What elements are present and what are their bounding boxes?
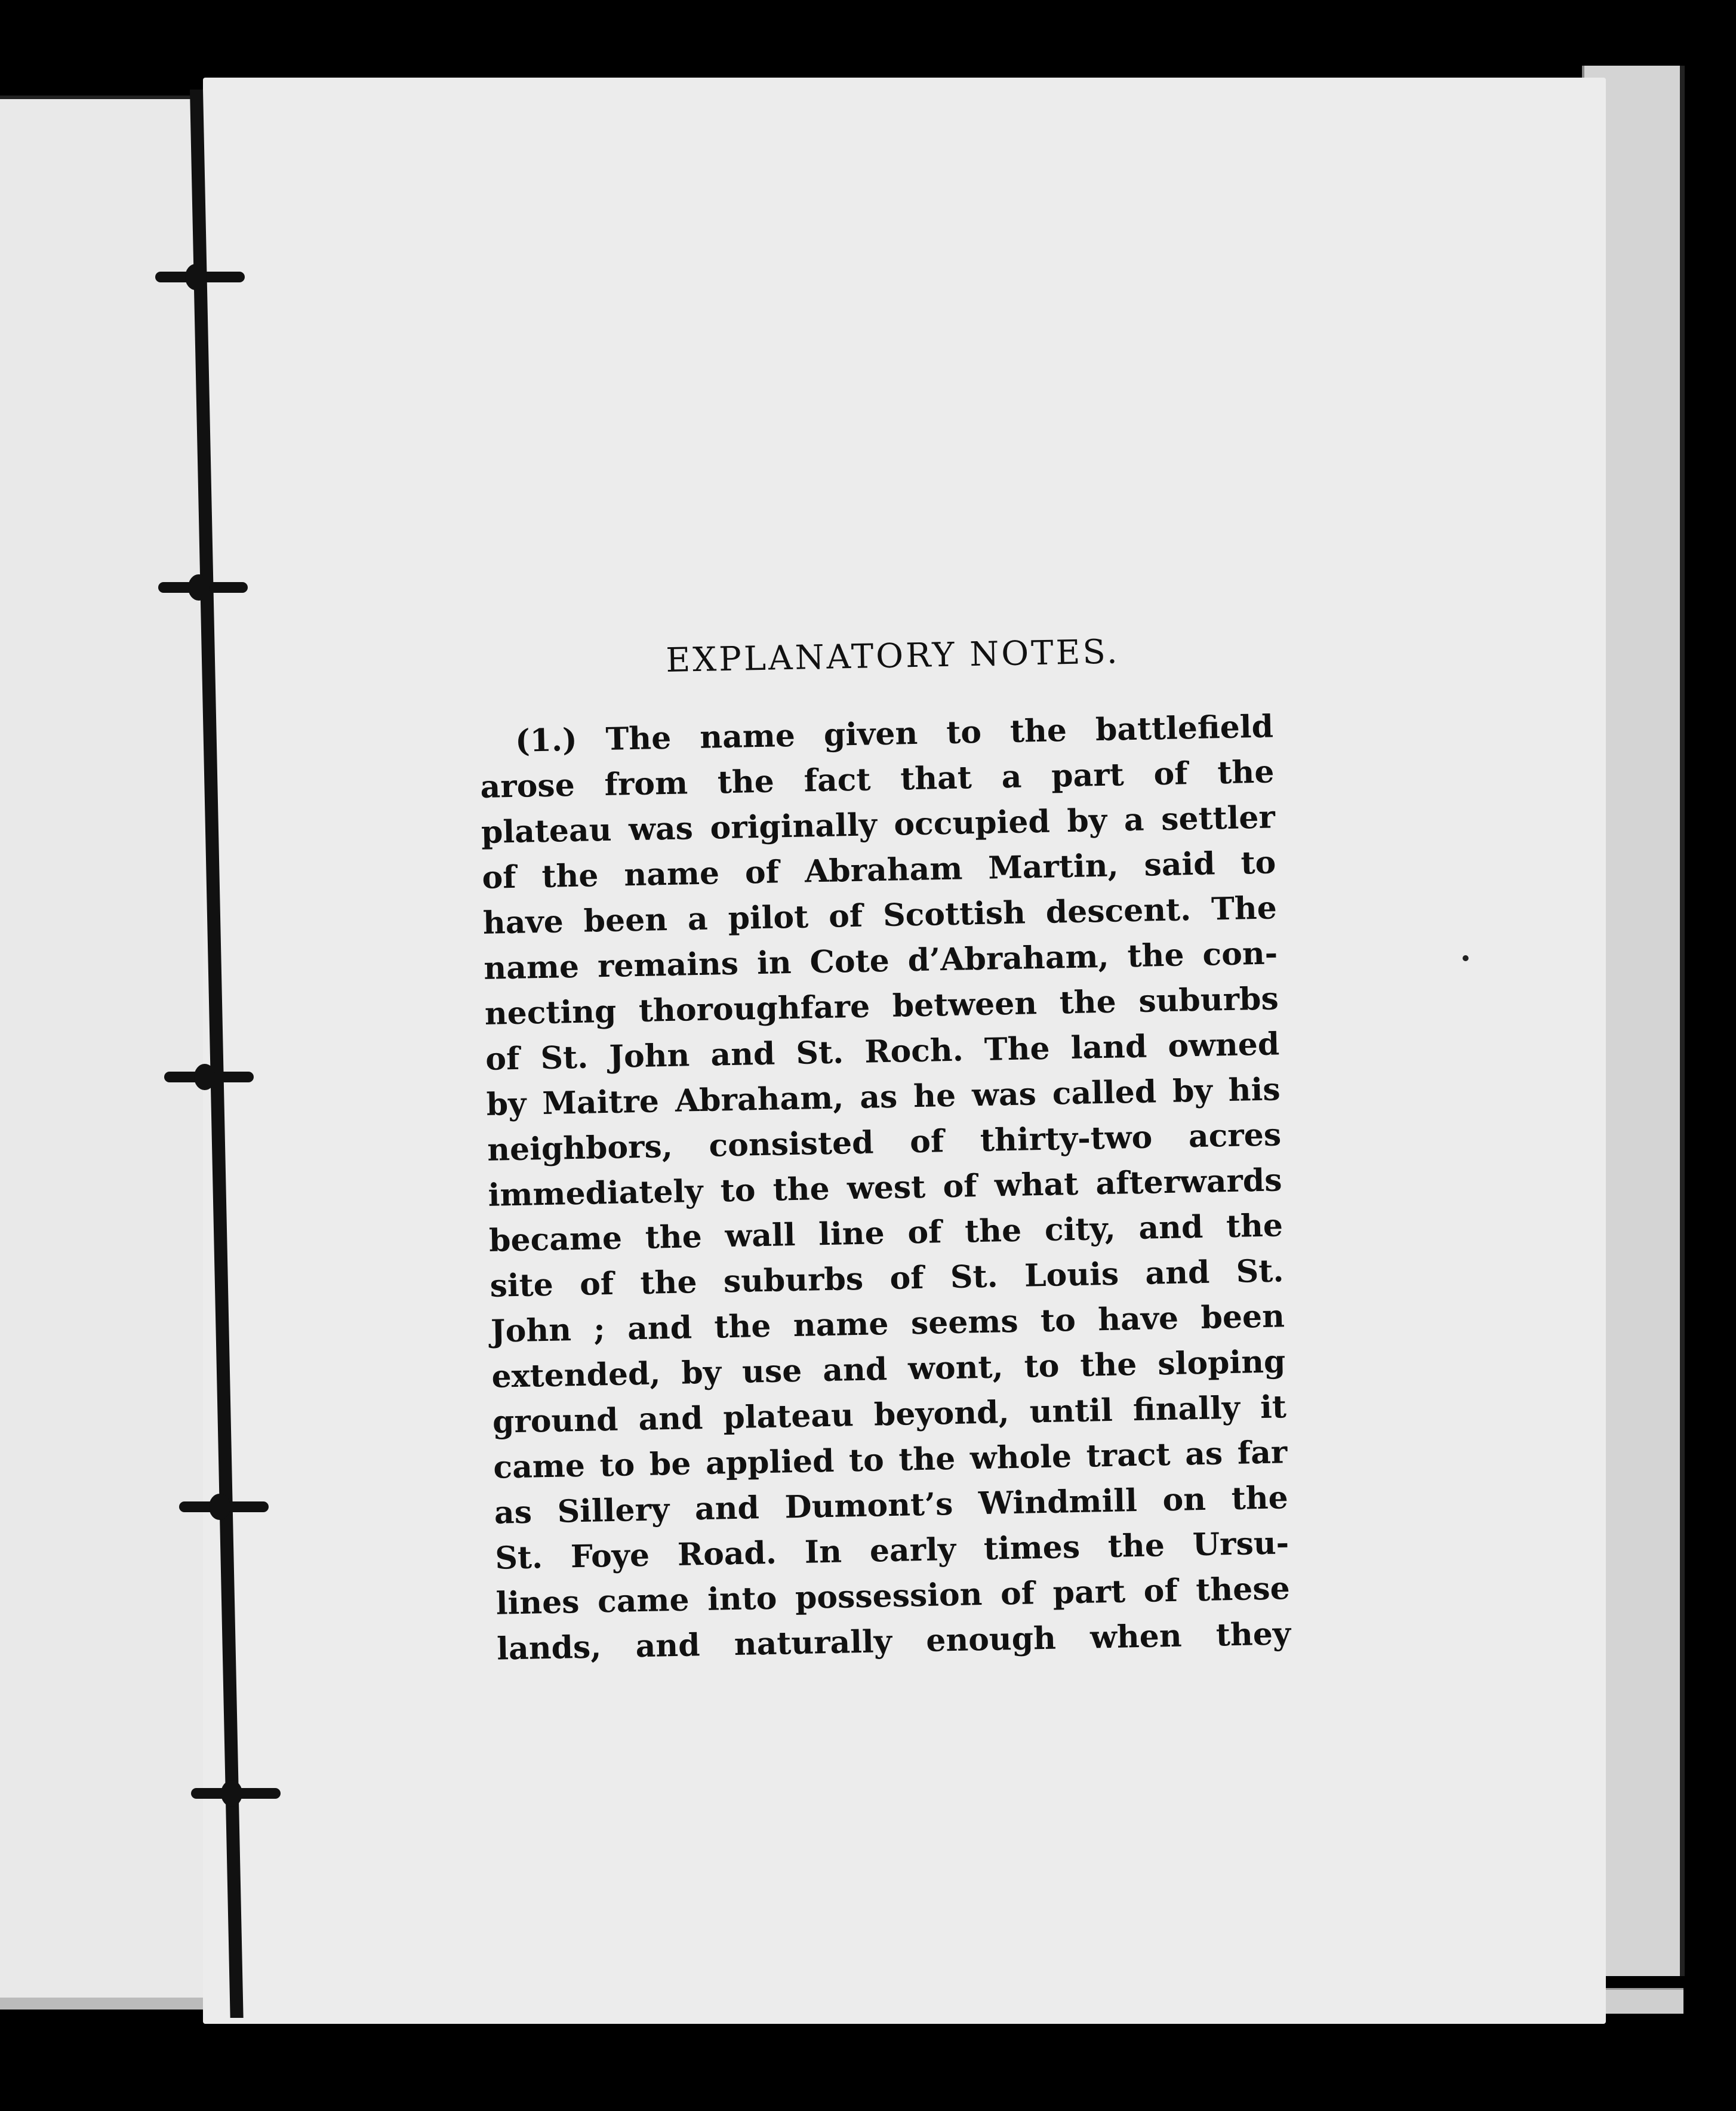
text-line: St. Foye Road. In early times the Ursu- <box>494 1525 1289 1577</box>
stitch-knot <box>188 574 210 601</box>
text-line: came to be applied to the whole tract as far <box>493 1434 1288 1486</box>
stitch-knot <box>194 1064 216 1090</box>
stitch-knot <box>221 1780 242 1807</box>
text-line: lands, and naturally enough when they <box>496 1615 1291 1667</box>
text-line: of St. John and St. Roch. The land owned <box>485 1026 1280 1078</box>
text-line: arose from the fact that a part of the <box>479 753 1275 805</box>
text-line: immediately to the west of what afterwards <box>488 1162 1283 1214</box>
binding-stitch <box>158 582 248 593</box>
text-line: have been a pilot of Scottish descent. The <box>482 890 1278 941</box>
text-line: (1.) The name given to the battlefield <box>515 708 1274 759</box>
binding-stitch <box>155 272 245 282</box>
page-title: EXPLANATORY NOTES. <box>665 632 1121 680</box>
binding-stitch <box>179 1501 269 1512</box>
text-line: necting thoroughfare between the suburbs <box>484 980 1279 1032</box>
text-line: by Maitre Abraham, as he was called by his <box>486 1071 1281 1123</box>
stitch-knot <box>209 1494 230 1520</box>
stitch-knot <box>185 264 207 290</box>
text-line: site of the suburbs of St. Louis and St. <box>490 1253 1284 1304</box>
text-line: John ; and the name seems to have been <box>490 1298 1285 1350</box>
text-line: plateau was originally occupied by a settler <box>481 799 1276 851</box>
left-page <box>0 96 203 2010</box>
left-page-edge <box>0 1998 203 2010</box>
text-line: neighbors, consisted of thirty-two acres <box>487 1116 1282 1168</box>
text-line: of the name of Abraham Martin, said to <box>481 844 1276 896</box>
text-line: name remains in Cote d’Abraham, the con- <box>483 935 1278 987</box>
text-line: extended, by use and wont, to the sloping <box>491 1343 1286 1395</box>
text-line: ground and plateau beyond, until finally it <box>492 1389 1287 1441</box>
notes-text <box>478 629 1291 1672</box>
text-line: lines came into possession of part of these <box>495 1570 1291 1622</box>
ink-speck <box>1463 955 1469 961</box>
text-line: as Sillery and Dumont’s Windmill on the <box>494 1479 1289 1531</box>
text-line: became the wall line of the city, and the <box>488 1207 1283 1259</box>
binding-stitch <box>191 1788 281 1799</box>
binding-stitch <box>164 1072 254 1082</box>
